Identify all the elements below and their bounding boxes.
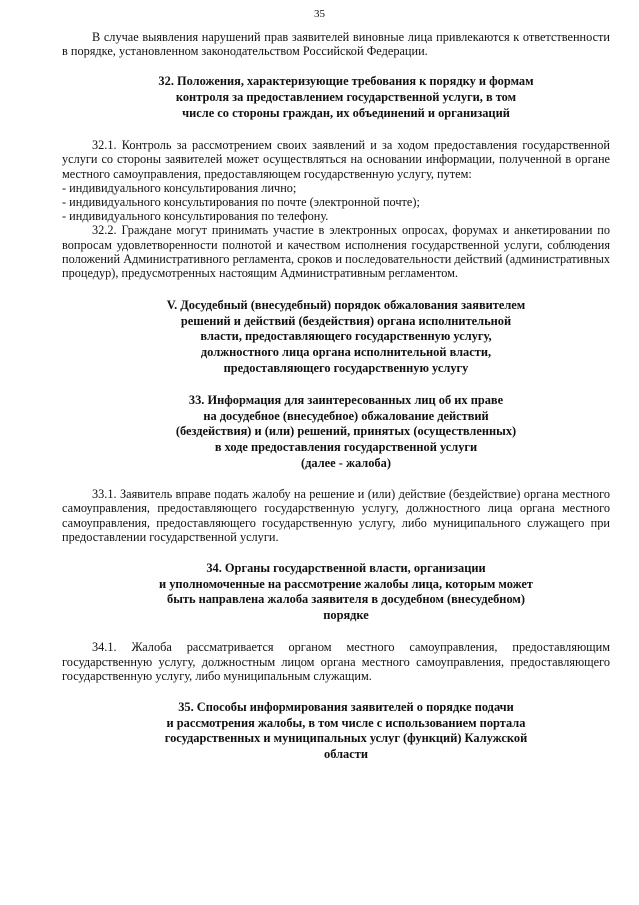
heading-line: 35. Способы информирования заявителей о порядке подачи [178,699,514,714]
section-33-heading [62,393,610,471]
heading-line: 33. Информация для заинтересованных лиц об их праве [188,393,504,408]
heading-line: 32. Положения, характеризующие требования к порядку и формам [158,74,534,89]
heading-line: числе со стороны граждан, их объединений и организаций [182,105,510,120]
heading-line: и рассмотрения жалобы, в том числе с использованием портала [166,715,526,730]
heading-line: быть направлена жалоба заявителя в досудебном (внесудебном) [167,592,525,607]
list-item: - индивидуального консультирования лично; [62,180,297,195]
page-content [62,30,610,762]
section-v-heading [62,298,610,376]
paragraph-33-1: 33.1. Заявитель вправе подать жалобу на решение и (или) действие (бездействие) органа местного самоуправления, предоставляющего государственную услугу, должностного лица органа местного самоуправления, предоставляющего государственную услугу, либо муниципального служащего при предоставлении государственной услуги. [62,487,610,544]
section-32-heading [62,74,610,121]
list-item: - индивидуального консультирования по почте (электронной почте); [62,195,420,209]
heading-line: должностного лица органа исполнительной власти, [200,345,492,359]
heading-line: на досудебное (внесудебное) обжалование действий [203,408,489,423]
heading-line: V. Досудебный (внесудебный) порядок обжалования заявителем [166,298,526,313]
heading-line: области [324,746,368,761]
heading-line: (бездействия) и (или) решений, принятых (осуществленных) [175,424,517,439]
heading-line: решений и действий (бездействия) органа исполнительной [180,313,512,328]
intro-paragraph: В случае выявления нарушений прав заявителей виновные лица привлекаются к ответственности в порядке, установленном законодательством Российской Федерации. [62,30,610,59]
paragraph-32-1: 32.1. Контроль за рассмотрением своих заявлений и за ходом предоставления государственной услуги со стороны заявителей может осуществляться на основании информации, полученной в органе местного самоуправления, предоставляющем государственную услугу, путем: [62,138,610,181]
heading-line: (далее - жалоба) [301,455,391,470]
heading-line: 34. Органы государственной власти, организации [206,560,486,575]
heading-line: контроля за предоставлением государственной услуги, в том [175,90,517,104]
heading-line: предоставляющего государственную услугу [223,360,469,375]
section-34-heading [62,561,610,623]
heading-line: государственных и муниципальных услуг (функций) Калужской [164,731,528,746]
section-35-heading [62,700,610,762]
paragraph-32-2: 32.2. Граждане могут принимать участие в электронных опросах, форумах и анкетировании по вопросам удовлетворенности полнотой и качеством исполнения государственной услуги, соблюдения положений Административного регламента, сроков и последовательности действий (административных процедур), предусмотренных настоящим Административным регламентом. [62,223,610,281]
heading-line: власти, предоставляющего государственную услугу, [200,329,492,344]
paragraph-34-1: 34.1. Жалоба рассматривается органом местного самоуправления, предоставляющим государственную услугу, должностным лицом органа местного самоуправления, предоставляющего государственную услугу, либо муниципальным служащим. [62,640,610,683]
list-item: - индивидуального консультирования по телефону. [62,209,329,224]
heading-line: порядке [323,607,369,622]
page-number: 35 [314,8,325,20]
heading-line: в ходе предоставления государственной услуги [214,439,478,454]
heading-line: и уполномоченные на рассмотрение жалобы лица, которым может [159,576,533,591]
